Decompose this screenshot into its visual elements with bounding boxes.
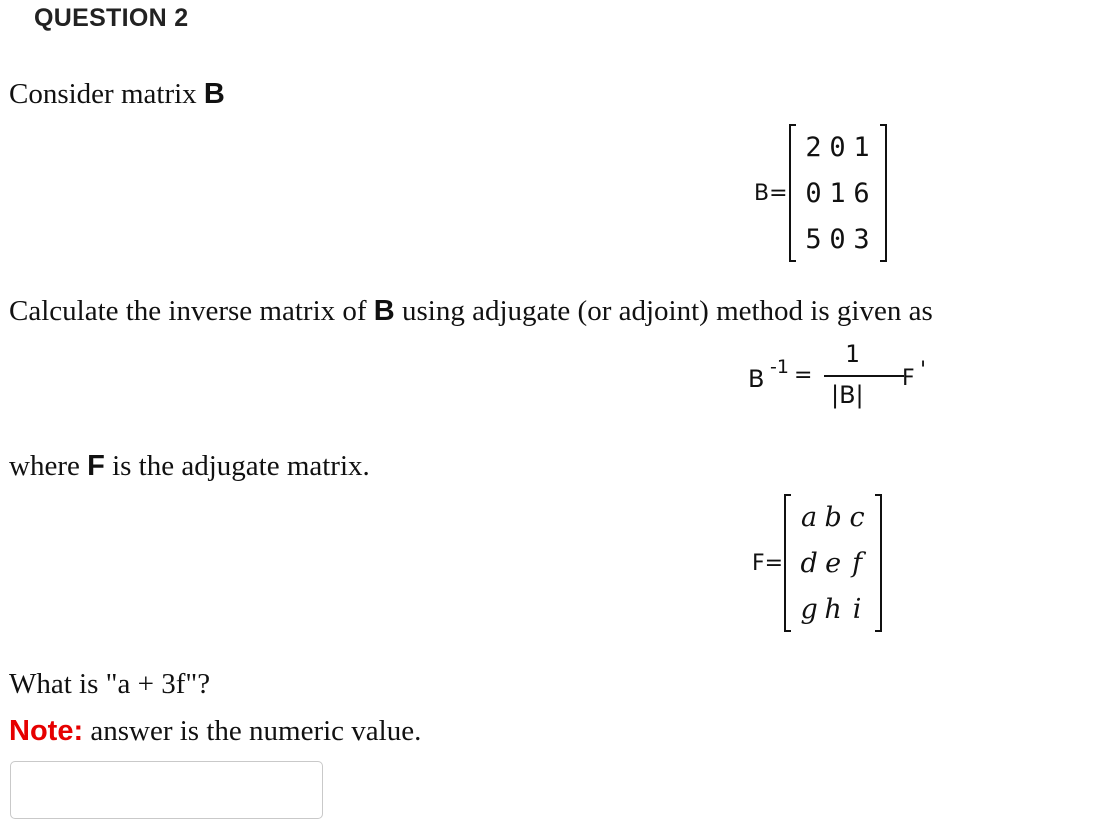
intro-matrix-name: B	[203, 78, 225, 110]
intro-text: Consider matrix	[9, 78, 204, 110]
matrix-b-cell: 0	[829, 223, 846, 255]
matrix-f-cell: a	[801, 501, 818, 533]
matrix-b-cell: 1	[853, 131, 870, 163]
matrix-f-cell: g	[800, 593, 818, 625]
matrix-f-left-bracket	[784, 494, 791, 632]
matrix-b-cell: 6	[853, 177, 870, 209]
inverse-formula	[748, 340, 948, 430]
calc-matrix-name: B	[373, 295, 395, 327]
matrix-f-cell: i	[852, 593, 862, 625]
matrix-f-cell: b	[824, 501, 842, 533]
note-text: answer is the numeric value.	[83, 715, 422, 747]
matrix-f-cell: c	[849, 501, 865, 533]
question-heading: QUESTION 2	[34, 4, 189, 32]
matrix-f-cell: h	[824, 593, 842, 625]
matrix-f-cell: f	[852, 547, 863, 579]
formula-numerator: 1	[845, 340, 860, 368]
formula-lhs: B	[748, 365, 765, 393]
where-text-end: is the adjugate matrix.	[104, 450, 370, 482]
matrix-b-left-bracket	[789, 124, 796, 262]
matrix-b-right-bracket	[880, 124, 887, 262]
where-matrix-name: F	[87, 450, 105, 482]
matrix-f-cell: d	[800, 547, 818, 579]
matrix-b-label: B=	[754, 180, 788, 206]
where-line	[9, 450, 370, 483]
matrix-b-cell: 2	[805, 131, 822, 163]
matrix-f-label: F=	[752, 550, 784, 576]
where-text-start: where	[9, 450, 88, 482]
formula-fraction-bar	[824, 375, 904, 377]
matrix-b-cell: 1	[829, 177, 846, 209]
note-label: Note:	[9, 715, 84, 747]
calc-line	[9, 295, 933, 328]
matrix-b-grid	[796, 124, 880, 262]
formula-equals: =	[794, 363, 813, 388]
matrix-b-cell: 3	[853, 223, 870, 255]
matrix-b-cell: 0	[805, 177, 822, 209]
matrix-f-grid	[791, 494, 875, 632]
matrix-b	[754, 124, 887, 262]
prompt-line: What is "a + 3f"?	[9, 668, 211, 700]
matrix-b-cell: 5	[805, 223, 822, 255]
note-line	[9, 715, 421, 748]
intro-line	[9, 78, 225, 111]
matrix-f-cell: e	[825, 547, 842, 579]
matrix-b-cell: 0	[829, 131, 846, 163]
formula-superscript: -1	[770, 356, 789, 378]
matrix-f	[752, 494, 882, 632]
formula-denominator: |B|	[831, 381, 864, 409]
calc-text-end: using adjugate (or adjoint) method is given as	[394, 295, 933, 327]
formula-rhs: F	[902, 366, 915, 391]
answer-input[interactable]	[10, 761, 323, 819]
formula-prime: '	[920, 358, 927, 383]
calc-text-start: Calculate the inverse matrix of	[9, 295, 374, 327]
matrix-f-right-bracket	[875, 494, 882, 632]
